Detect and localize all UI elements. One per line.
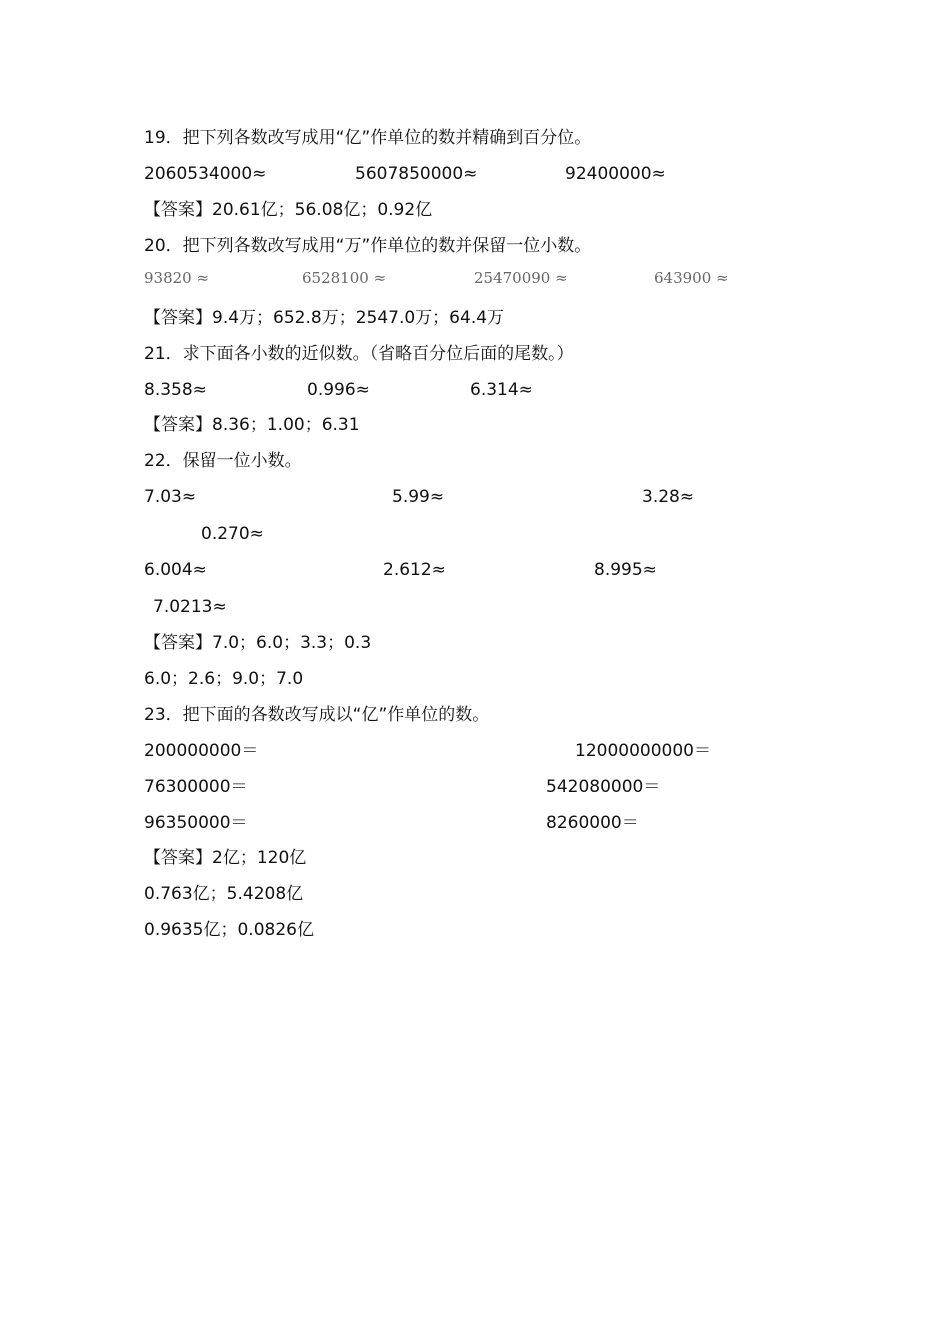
- q22-row1-item-3: 3.28≈: [642, 487, 695, 507]
- q19-title: 19．把下列各数改写成用“亿”作单位的数并精确到百分位。: [144, 128, 592, 148]
- q21-item-1: 8.358≈: [144, 380, 207, 400]
- q23-item-1: 200000000＝: [144, 741, 259, 761]
- q21-item-3: 6.314≈: [470, 380, 533, 400]
- q23-answer-1: 【答案】2亿；120亿: [144, 848, 307, 868]
- q22-row2-item-4: 7.0213≈: [153, 597, 227, 617]
- q23-answer-3: 0.9635亿；0.0826亿: [144, 920, 314, 940]
- q21-item-2: 0.996≈: [307, 380, 370, 400]
- q23-item-3: 76300000＝: [144, 777, 248, 797]
- q20-item-4: 643900 ≈: [654, 269, 729, 287]
- q23-title: 23．把下面的各数改写成以“亿”作单位的数。: [144, 705, 490, 725]
- q22-row1-item-2: 5.99≈: [392, 487, 445, 507]
- q22-row2-item-1: 6.004≈: [144, 560, 207, 580]
- q22-row1-item-4: 0.270≈: [201, 524, 264, 544]
- q20-answer: 【答案】9.4万；652.8万；2547.0万；64.4万: [144, 308, 505, 328]
- q23-item-6: 8260000＝: [546, 813, 639, 833]
- q22-row2-item-2: 2.612≈: [383, 560, 446, 580]
- q22-answer-1: 【答案】7.0；6.0；3.3；0.3: [144, 633, 372, 653]
- q19-item-1: 2060534000≈: [144, 164, 267, 184]
- q21-answer: 【答案】8.36；1.00；6.31: [144, 415, 360, 435]
- q23-item-4: 542080000＝: [546, 777, 661, 797]
- q20-title: 20．把下列各数改写成用“万”作单位的数并保留一位小数。: [144, 236, 592, 256]
- q22-row1-item-1: 7.03≈: [144, 487, 197, 507]
- q23-item-2: 12000000000＝: [575, 741, 711, 761]
- q22-row2-item-3: 8.995≈: [594, 560, 657, 580]
- q19-item-3: 92400000≈: [565, 164, 666, 184]
- q19-item-2: 5607850000≈: [355, 164, 478, 184]
- q20-item-1: 93820 ≈: [144, 269, 210, 287]
- q22-title: 22．保留一位小数。: [144, 451, 302, 471]
- q22-answer-2: 6.0；2.6；9.0；7.0: [144, 669, 304, 689]
- q23-item-5: 96350000＝: [144, 813, 248, 833]
- q20-item-2: 6528100 ≈: [302, 269, 387, 287]
- q19-answer: 【答案】20.61亿；56.08亿；0.92亿: [144, 200, 433, 220]
- q23-answer-2: 0.763亿；5.4208亿: [144, 884, 304, 904]
- q20-item-3: 25470090 ≈: [474, 269, 568, 287]
- q21-title: 21．求下面各小数的近似数。（省略百分位后面的尾数。）: [144, 344, 574, 364]
